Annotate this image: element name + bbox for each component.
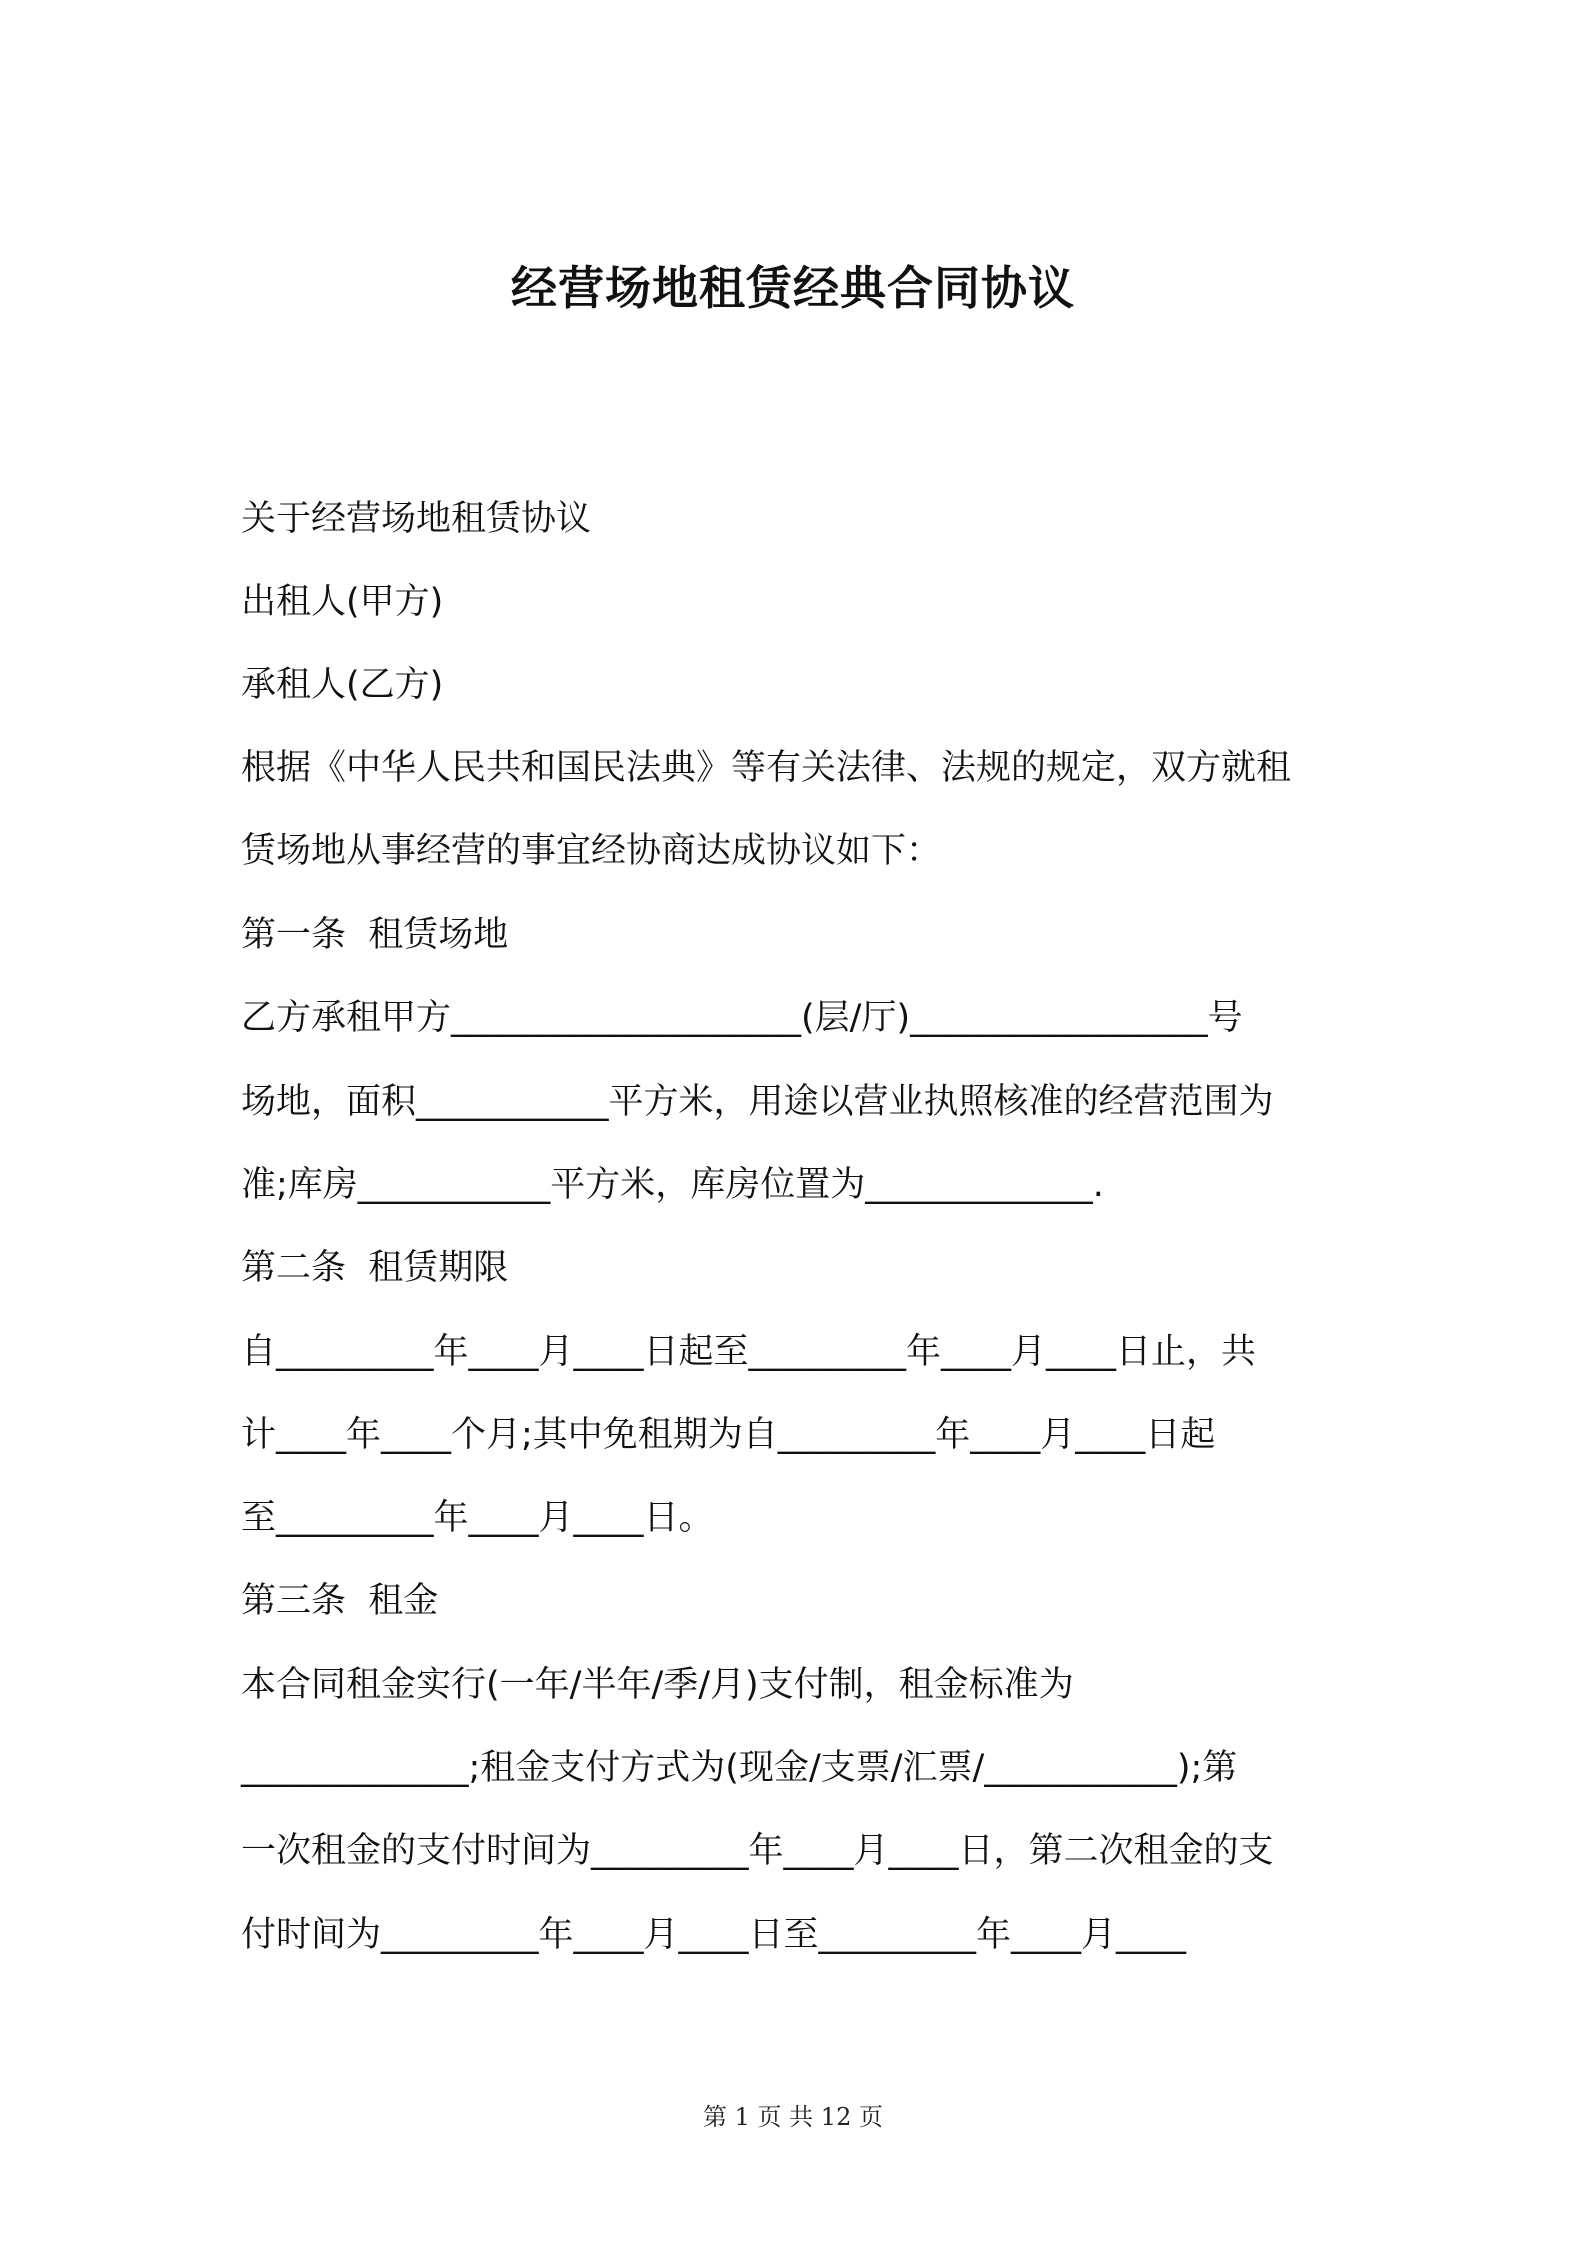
body-line-11: 自_________年____月____日起至_________年____月____日止，共	[241, 1332, 1257, 1372]
body-line-5: 赁场地从事经营的事宜经协商达成协议如下：	[241, 831, 942, 871]
body-line-3: 承租人(乙方)	[241, 665, 444, 705]
article-3-heading: 第三条 租金	[241, 1581, 439, 1621]
document-title: 经营场地租赁经典合同协议	[511, 261, 1075, 315]
body-line-15: 本合同租金实行(一年/半年/季/月)支付制，租金标准为	[241, 1665, 1074, 1705]
body-line-9: 准;库房___________平方米，库房位置为_____________.	[241, 1165, 1104, 1205]
body-line-16: _____________;租金支付方式为(现金/支票/汇票/___________);第	[241, 1748, 1238, 1788]
body-line-8: 场地，面积___________平方米，用途以营业执照核准的经营范围为	[241, 1082, 1274, 1122]
article-1-heading: 第一条 租赁场地	[241, 915, 509, 955]
body-line-1: 关于经营场地租赁协议	[241, 499, 592, 539]
body-line-18: 付时间为_________年____月____日至_________年____月____	[241, 1915, 1187, 1955]
body-line-7: 乙方承租甲方____________________(层/厅)_________________号	[241, 998, 1243, 1038]
page-number-footer: 第 1 页 共 12 页	[703, 2103, 883, 2131]
body-line-12: 计____年____个月;其中免租期为自_________年____月____日起	[241, 1415, 1216, 1455]
body-line-4: 根据《中华人民共和国民法典》等有关法律、法规的规定，双方就租	[241, 748, 1292, 788]
body-line-13: 至_________年____月____日。	[241, 1498, 714, 1538]
body-line-2: 出租人(甲方)	[241, 582, 444, 622]
article-2-heading: 第二条 租赁期限	[241, 1248, 509, 1288]
body-line-17: 一次租金的支付时间为_________年____月____日，第二次租金的支	[241, 1831, 1274, 1871]
